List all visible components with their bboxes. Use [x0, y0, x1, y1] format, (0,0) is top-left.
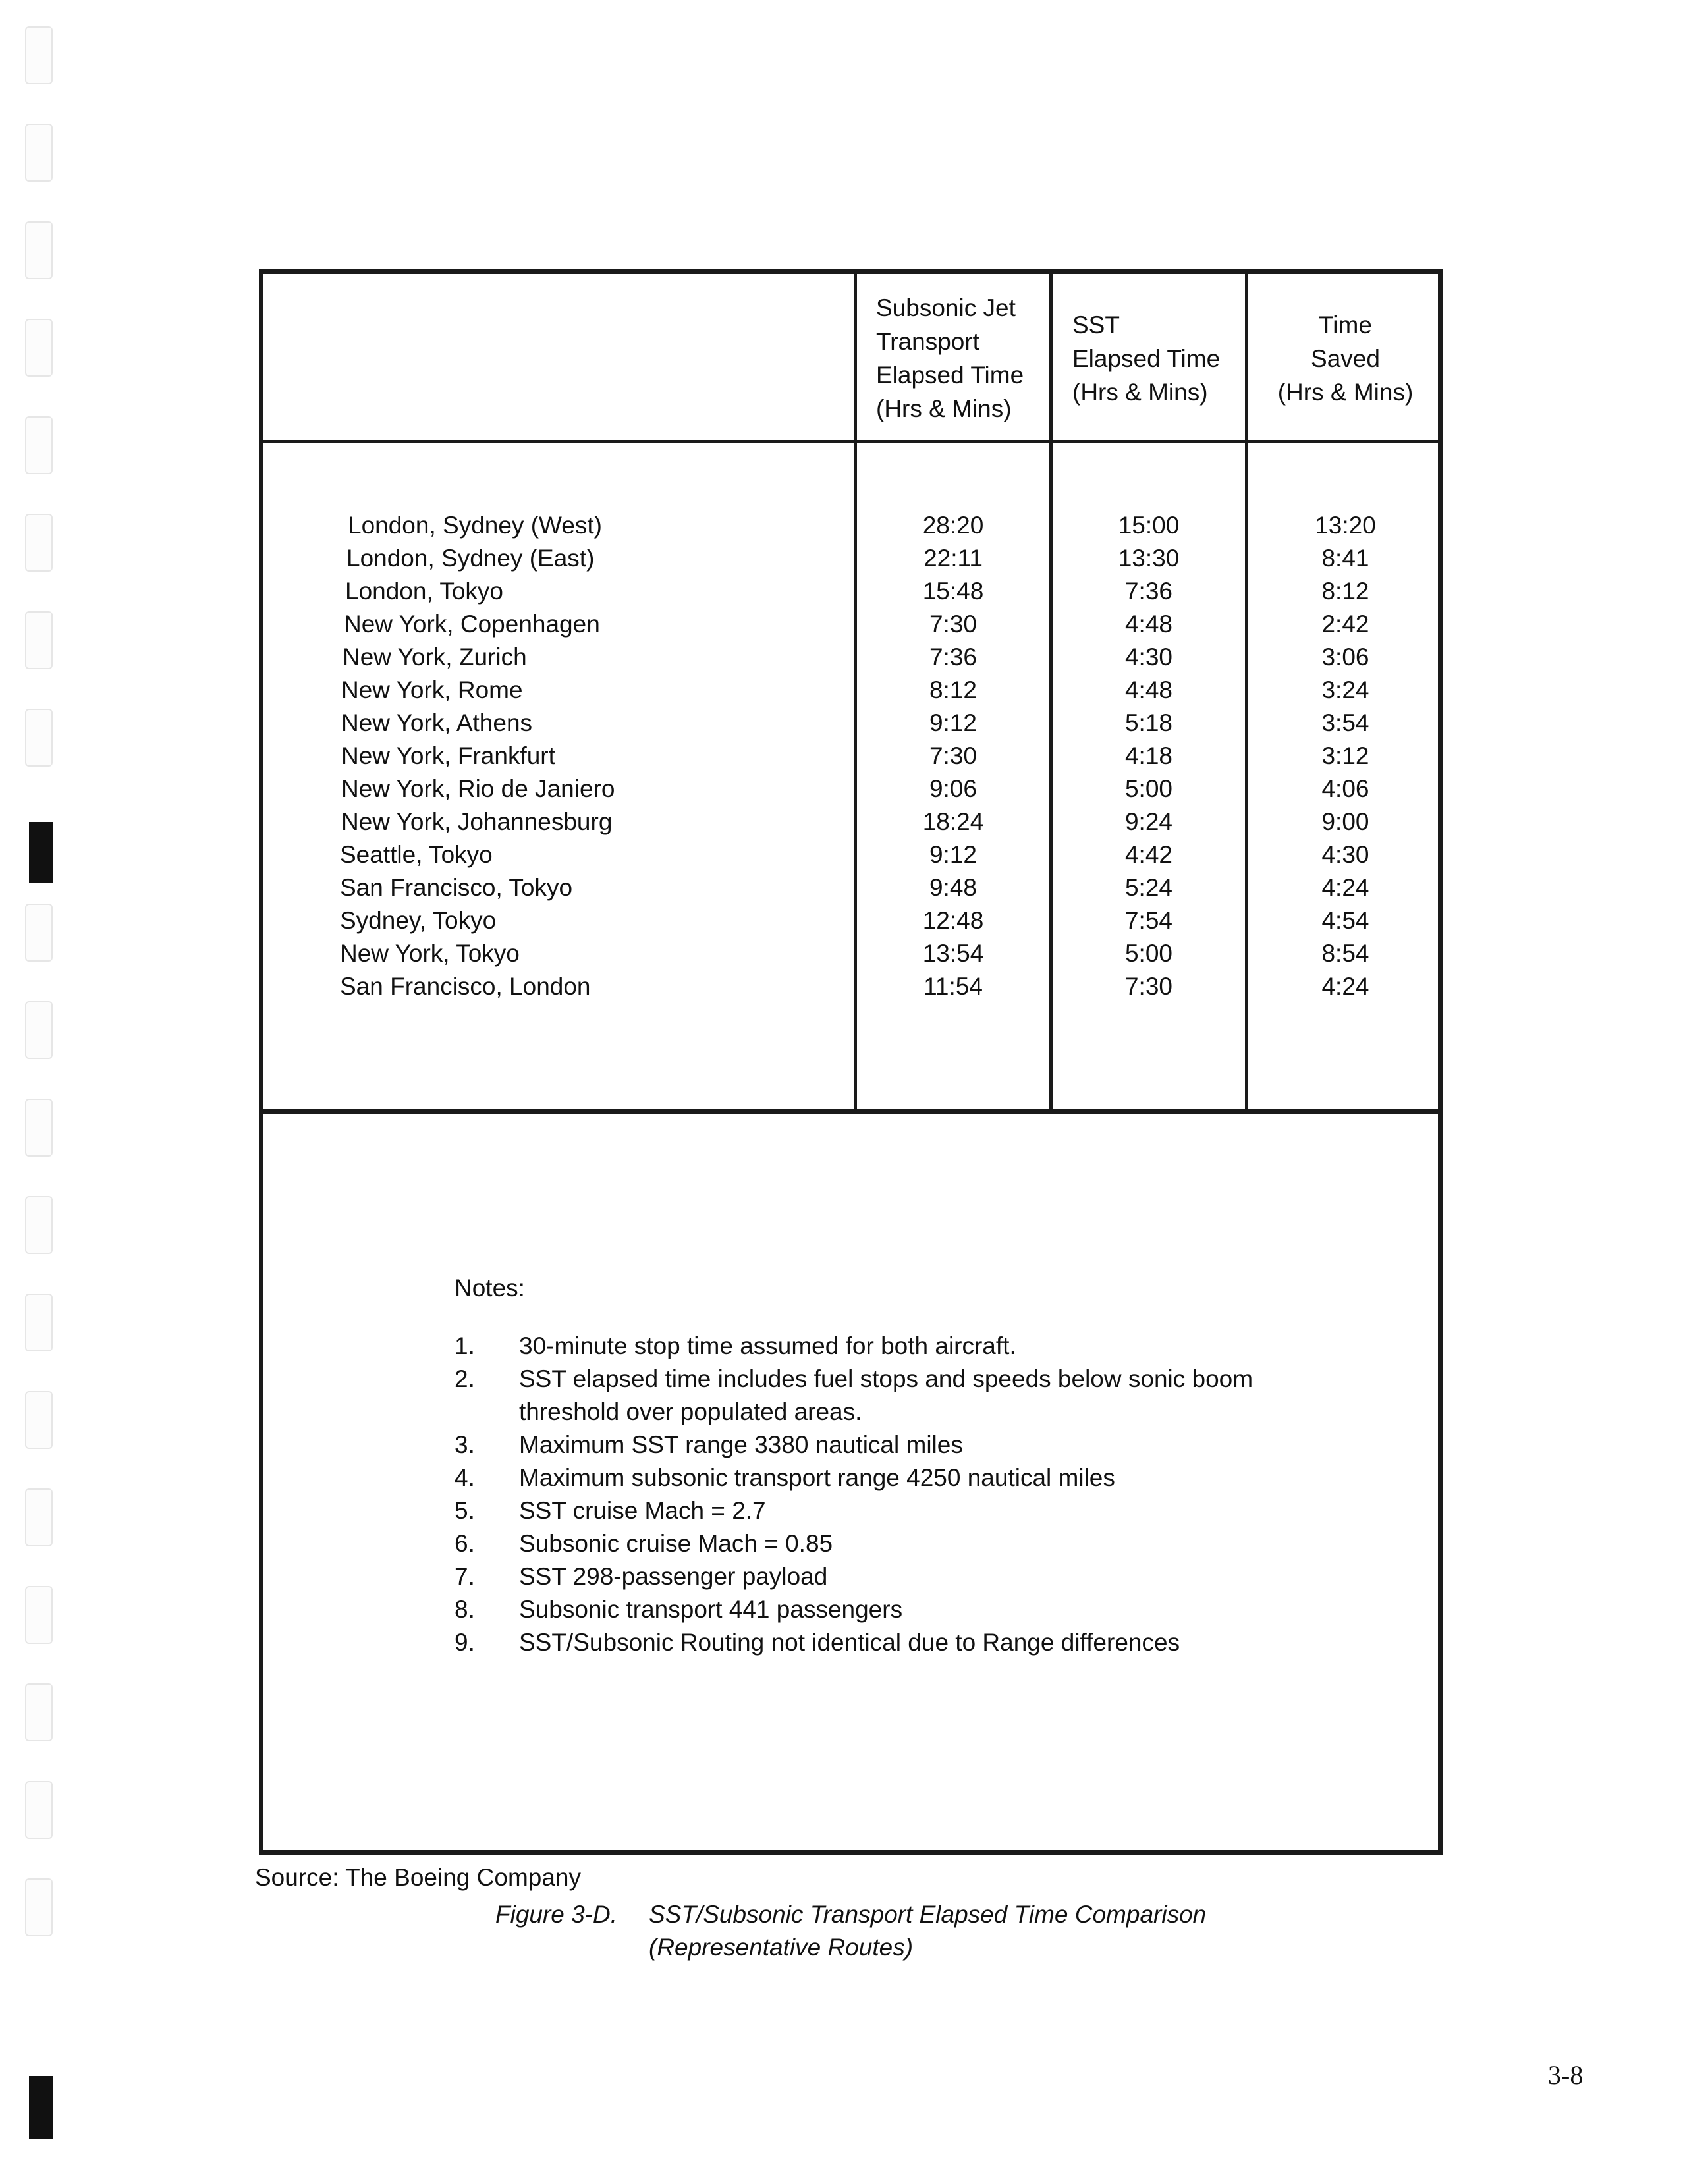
figure-label: Figure 3-D. [495, 1901, 618, 1928]
binding-hole [25, 1099, 53, 1157]
binding-hole [25, 611, 53, 669]
subsonic-time: 7:36 [929, 643, 977, 670]
note-text: SST 298-passenger payload [519, 1563, 828, 1590]
page-number: 3-8 [1548, 2060, 1584, 2090]
notes-title: Notes: [455, 1274, 525, 1301]
subsonic-time-column [857, 509, 1049, 1003]
binding-hole [25, 1294, 53, 1351]
time-saved: 3:24 [1321, 676, 1369, 703]
time-saved: 3:54 [1321, 709, 1369, 736]
binding-hole [25, 1196, 53, 1254]
route-name: Seattle, Tokyo [340, 841, 493, 868]
subsonic-time: 15:48 [922, 578, 984, 605]
note-text: 30-minute stop time assumed for both aircraft. [519, 1332, 1016, 1359]
time-saved: 8:54 [1321, 940, 1369, 967]
note-number: 4. [455, 1464, 475, 1491]
scan-mark [29, 822, 53, 883]
subsonic-time: 7:30 [929, 611, 977, 638]
time-saved: 3:12 [1321, 742, 1369, 769]
binding-hole [25, 1488, 53, 1546]
note-number: 3. [455, 1431, 475, 1458]
time-saved: 4:06 [1321, 775, 1369, 802]
sst-time-column [1053, 509, 1245, 1003]
source-line: Source: The Boeing Company [255, 1864, 582, 1891]
route-name: New York, Frankfurt [341, 742, 555, 769]
binding-hole [25, 1683, 53, 1741]
note-text: SST/Subsonic Routing not identical due to Range differences [519, 1629, 1180, 1656]
route-name: San Francisco, London [340, 973, 591, 1000]
sst-time: 4:42 [1124, 841, 1172, 868]
table-notes-divider [263, 1109, 1438, 1114]
sst-time: 7:36 [1124, 578, 1172, 605]
notes-section [455, 1272, 1344, 1659]
route-name: Sydney, Tokyo [340, 907, 497, 934]
subsonic-time: 7:30 [929, 742, 977, 769]
note-text: SST cruise Mach = 2.7 [519, 1497, 766, 1524]
binding-hole [25, 1391, 53, 1449]
subsonic-time: 28:20 [922, 512, 984, 539]
note-item [455, 1429, 1344, 1461]
time-saved: 4:24 [1321, 973, 1369, 1000]
note-number: 9. [455, 1629, 475, 1656]
subsonic-time: 9:06 [929, 775, 977, 802]
note-item [455, 1461, 1344, 1494]
time-saved: 3:06 [1321, 643, 1369, 670]
subsonic-time: 13:54 [922, 940, 984, 967]
route-name: London, Tokyo [345, 578, 504, 605]
sst-time: 13:30 [1118, 545, 1180, 572]
route-name: London, Sydney (East) [346, 545, 595, 572]
binding-hole [25, 1781, 53, 1839]
time-saved: 9:00 [1321, 808, 1369, 835]
sst-time: 5:00 [1124, 940, 1172, 967]
sst-time: 4:48 [1124, 611, 1172, 638]
route-name: New York, Athens [341, 709, 533, 736]
time-saved: 8:41 [1321, 545, 1369, 572]
figure-title-line-2: (Representative Routes) [649, 1934, 914, 1961]
note-number: 7. [455, 1563, 475, 1590]
route-name: San Francisco, Tokyo [340, 874, 573, 901]
time-saved: 4:24 [1321, 874, 1369, 901]
notes-list [455, 1330, 1344, 1659]
route-name: New York, Tokyo [340, 940, 520, 967]
route-column [340, 509, 840, 1003]
time-saved: 2:42 [1321, 611, 1369, 638]
binding-hole [25, 416, 53, 474]
sst-time: 4:18 [1124, 742, 1172, 769]
sst-time: 15:00 [1118, 512, 1180, 539]
subsonic-time: 9:48 [929, 874, 977, 901]
note-number: 1. [455, 1332, 475, 1359]
binding-hole [25, 124, 53, 182]
note-number: 8. [455, 1596, 475, 1623]
subsonic-time: 22:11 [923, 545, 983, 572]
sst-time: 9:24 [1124, 808, 1172, 835]
binding-hole [25, 1001, 53, 1059]
binding-hole [25, 904, 53, 962]
binding-hole [25, 221, 53, 279]
route-name: New York, Rome [341, 676, 523, 703]
time-saved-column [1248, 509, 1443, 1003]
binding-hole [25, 319, 53, 377]
sst-time: 7:30 [1124, 973, 1172, 1000]
binding-hole [25, 709, 53, 767]
binding-hole [25, 514, 53, 572]
sst-time: 4:30 [1124, 643, 1172, 670]
binding-hole [25, 1878, 53, 1936]
route-name: New York, Zurich [343, 643, 527, 670]
binding-hole [25, 26, 53, 84]
time-saved: 4:54 [1321, 907, 1369, 934]
binding-hole [25, 1586, 53, 1644]
note-number: 6. [455, 1530, 475, 1557]
sst-time: 4:48 [1124, 676, 1172, 703]
header-sst: SST Elapsed Time (Hrs & Mins) [1072, 311, 1221, 406]
comparison-table-frame [259, 269, 1443, 1855]
header-subsonic: Subsonic Jet Transport Elapsed Time (Hrs & Mins) [876, 294, 1024, 422]
note-item [455, 1330, 1344, 1363]
subsonic-time: 9:12 [929, 709, 977, 736]
note-item [455, 1593, 1344, 1626]
route-name: New York, Johannesburg [341, 808, 613, 835]
note-text: Subsonic cruise Mach = 0.85 [519, 1530, 833, 1557]
note-item [455, 1560, 1344, 1593]
time-saved: 8:12 [1321, 578, 1369, 605]
note-item [455, 1363, 1344, 1429]
note-text: Maximum SST range 3380 nautical miles [519, 1431, 963, 1458]
subsonic-time: 9:12 [929, 841, 977, 868]
note-number: 5. [455, 1497, 475, 1524]
note-text: Maximum subsonic transport range 4250 nautical miles [519, 1464, 1115, 1491]
subsonic-time: 8:12 [929, 676, 977, 703]
route-name: London, Sydney (West) [348, 512, 602, 539]
sst-time: 5:00 [1124, 775, 1172, 802]
subsonic-time: 18:24 [922, 808, 984, 835]
note-text: SST elapsed time includes fuel stops and speeds below sonic boom threshold over populated areas. [519, 1365, 1254, 1425]
note-number: 2. [455, 1365, 475, 1392]
header-time-saved: Time Saved (Hrs & Mins) [1277, 311, 1414, 406]
sst-time: 7:54 [1124, 907, 1172, 934]
note-item [455, 1626, 1344, 1659]
route-name: New York, Rio de Janiero [341, 775, 615, 802]
note-item [455, 1527, 1344, 1560]
sst-time: 5:18 [1124, 709, 1172, 736]
time-saved: 13:20 [1315, 512, 1376, 539]
note-text: Subsonic transport 441 passengers [519, 1596, 903, 1623]
sst-time: 5:24 [1124, 874, 1172, 901]
subsonic-time: 12:48 [922, 907, 984, 934]
scan-mark [29, 2076, 53, 2139]
time-saved: 4:30 [1321, 841, 1369, 868]
subsonic-time: 11:54 [923, 973, 983, 1000]
note-item [455, 1494, 1344, 1527]
figure-title-line-1: SST/Subsonic Transport Elapsed Time Comparison [649, 1901, 1207, 1928]
route-name: New York, Copenhagen [344, 611, 600, 638]
